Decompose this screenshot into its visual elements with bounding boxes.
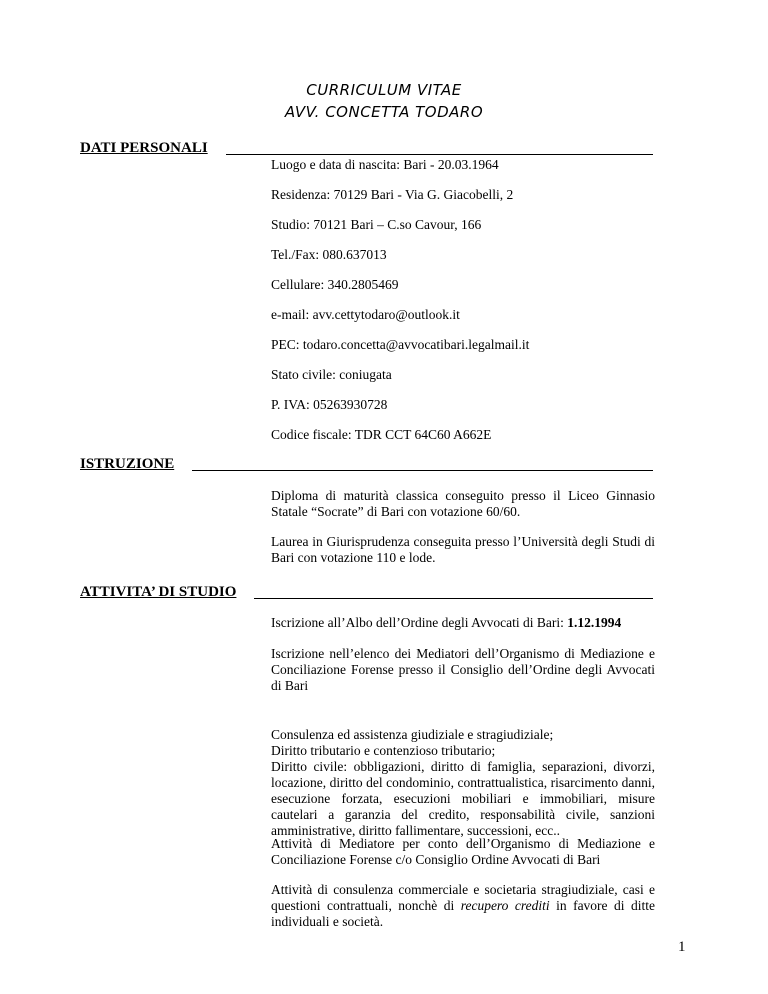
commercial-consulting-text-end: in favore di ditte individuali e società. — [271, 898, 655, 929]
debt-recovery-italic: recupero crediti — [460, 898, 550, 913]
bar-registration — [271, 615, 655, 631]
section-title-attivita: ATTIVITA’ DI STUDIO — [80, 584, 237, 600]
email-info: e-mail: avv.cettytodaro@outlook.it — [271, 307, 460, 322]
mediator-activity: Attività di Mediatore per conto dell’Organismo di Mediazione e Conciliazione Forense c/o Consiglio Ordine Avvocati di Bari — [271, 836, 655, 867]
tax-code-info: Codice fiscale: TDR CCT 64C60 A662E — [271, 427, 492, 442]
commercial-consulting — [271, 882, 655, 930]
page-number: 1 — [678, 939, 686, 955]
education-diploma: Diploma di maturità classica conseguito presso il Liceo Ginnasio Statale “Socrate” di Bari con votazione 60/60. — [271, 488, 655, 519]
birth-info: Luogo e data di nascita: Bari - 20.03.1964 — [271, 157, 499, 172]
consulting-line-2: Diritto tributario e contenzioso tributario; — [271, 743, 496, 758]
bar-registration-text: Iscrizione all’Albo dell’Ordine degli Avvocati di Bari: — [271, 615, 568, 630]
mobile-info: Cellulare: 340.2805469 — [271, 277, 399, 292]
civil-law-areas: Diritto civile: obbligazioni, diritto di famiglia, separazioni, divorzi, locazione, diritto del condominio, contrattualistica, risarcimento danni, esecuzione forzata, esecuzioni mobiliari e immobiliari, misure cautelari a garanzia del credito, responsabilità civile, sanzioni amministrative, diritto fallimentare, successioni, ecc.. — [271, 759, 655, 838]
phone-fax-info: Tel./Fax: 080.637013 — [271, 247, 387, 262]
pec-info: PEC: todaro.concetta@avvocatibari.legalmail.it — [271, 337, 530, 352]
section-rule — [226, 154, 653, 155]
residence-info: Residenza: 70129 Bari - Via G. Giacobelli, 2 — [271, 187, 514, 202]
bar-registration-date: 1.12.1994 — [567, 615, 622, 630]
vat-info: P. IVA: 05263930728 — [271, 397, 388, 412]
section-title-istruzione: ISTRUZIONE — [80, 456, 175, 472]
civil-status-info: Stato civile: coniugata — [271, 367, 392, 382]
studio-info: Studio: 70121 Bari – C.so Cavour, 166 — [271, 217, 482, 232]
education-degree: Laurea in Giurisprudenza conseguita presso l’Università degli Studi di Bari con votazione 110 e lode. — [271, 534, 655, 565]
commercial-consulting-text: Attività di consulenza commerciale e societaria stragiudiziale, casi e questioni contrattuali, nonchè di — [271, 882, 655, 913]
section-title-dati-personali: DATI PERSONALI — [80, 140, 208, 156]
cv-title: CURRICULUM VITAE — [306, 81, 462, 99]
cv-name: AVV. CONCETTA TODARO — [284, 103, 484, 121]
section-rule — [254, 598, 653, 599]
consulting-line-1: Consulenza ed assistenza giudiziale e stragiudiziale; — [271, 727, 554, 742]
section-rule — [192, 470, 653, 471]
mediators-list-registration: Iscrizione nell’elenco dei Mediatori dell’Organismo di Mediazione e Conciliazione Forense presso il Consiglio dell’Ordine degli Avvocati di Bari — [271, 646, 655, 693]
